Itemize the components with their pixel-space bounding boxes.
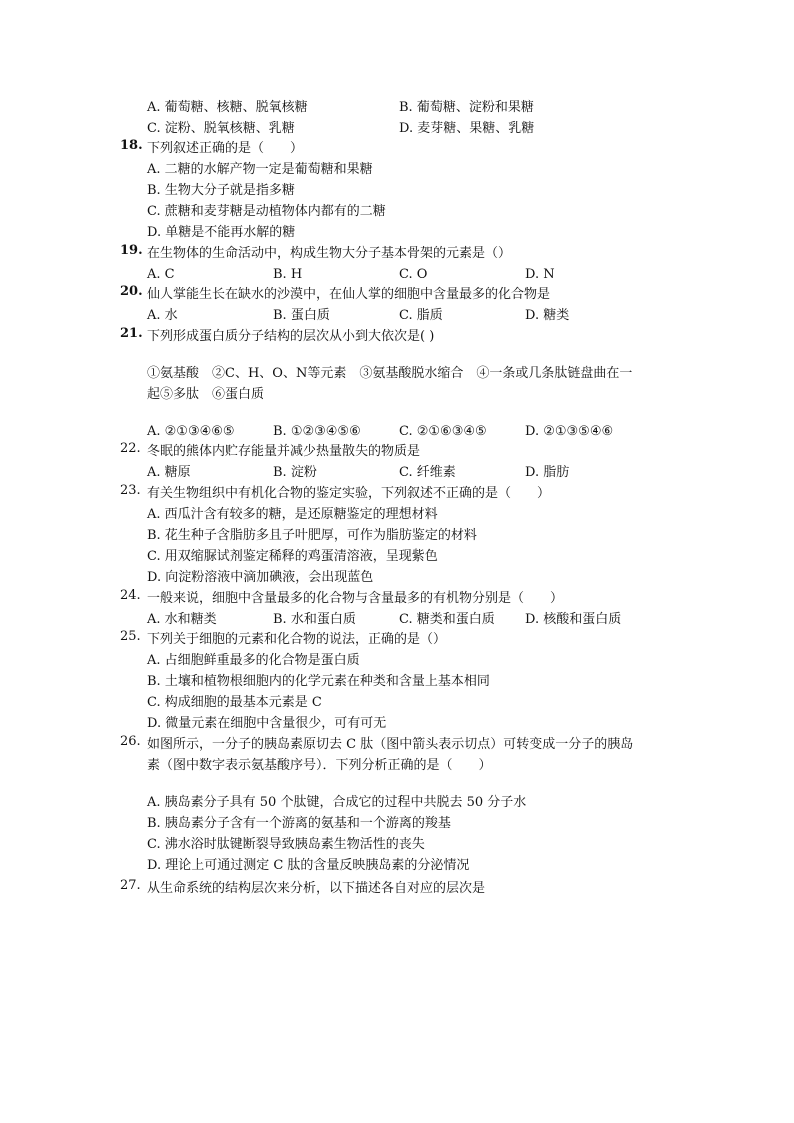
option-c: C. 淀粉、脱氧核糖、乳糖: [147, 121, 295, 136]
question-stem: 下列形成蛋白质分子结构的层次从小到大依次是( ): [147, 329, 435, 344]
question-number: 18.: [120, 138, 143, 153]
question-17: [120, 97, 680, 139]
question-19: [120, 243, 680, 285]
option-c: C. O: [399, 267, 428, 282]
question-stem: 下列关于细胞的元素和化合物的说法，正确的是（）: [147, 632, 447, 647]
option-d: D. 糖类: [525, 308, 570, 323]
question-number: 25.: [120, 629, 141, 644]
question-21: [120, 326, 680, 442]
option-b: B. H: [273, 267, 303, 282]
question-number: 24.: [120, 588, 141, 603]
option-a: A. 西瓜汁含有较多的糖，是还原糖鉴定的理想材料: [147, 507, 438, 522]
option-b: B. ①②③④⑤⑥: [273, 424, 361, 439]
question-stem: 冬眠的熊体内贮存能量并减少热量散失的物质是: [147, 444, 421, 459]
question-stem: 仙人掌能生长在缺水的沙漠中，在仙人掌的细胞中含量最多的化合物是: [147, 287, 551, 302]
option-c: C. 构成细胞的最基本元素是 C: [147, 695, 322, 710]
option-b: B. 蛋白质: [273, 308, 330, 323]
option-d: D. 理论上可通过测定 C 肽的含量反映胰岛素的分泌情况: [147, 858, 470, 873]
question-number: 23.: [120, 483, 141, 498]
question-number: 27.: [120, 878, 141, 893]
option-c: C. 脂质: [399, 308, 443, 323]
question-stem: 有关生物组织中有机化合物的鉴定实验，下列叙述不正确的是（ ）: [147, 486, 551, 501]
option-d: D. N: [525, 267, 555, 282]
option-a: A. 占细胞鲜重最多的化合物是蛋白质: [147, 653, 360, 668]
question-number: 22.: [120, 441, 141, 456]
question-stem-line-2: 素（图中数字表示氨基酸序号）．下列分析正确的是（ ）: [147, 758, 492, 773]
option-d: D. 微量元素在细胞中含量很少，可有可无: [147, 716, 387, 731]
items-line-1: ①氨基酸 ②C、H、O、N等元素 ③氨基酸脱水缩合 ④一条或几条肽链盘曲在一: [147, 366, 633, 381]
question-22: [120, 441, 680, 483]
option-d: D. 脂肪: [525, 465, 570, 480]
option-b: B. 生物大分子就是指多糖: [147, 183, 295, 198]
option-a: A. 水和糖类: [147, 612, 217, 627]
option-c: C. 糖类和蛋白质: [399, 612, 495, 627]
option-d: D. 麦芽糖、果糖、乳糖: [399, 121, 535, 136]
question-number: 26.: [120, 734, 141, 749]
question-stem: 下列叙述正确的是（ ）: [147, 141, 304, 156]
question-24: [120, 588, 680, 630]
option-c: C. ②①⑥③④⑤: [399, 424, 487, 439]
option-d: D. 核酸和蛋白质: [525, 612, 622, 627]
option-a: A. ②①③④⑥⑤: [147, 424, 235, 439]
question-stem: 一般来说，细胞中含量最多的化合物与含量最多的有机物分别是（ ）: [147, 591, 564, 606]
options-row: [147, 97, 680, 118]
option-b: B. 水和蛋白质: [273, 612, 356, 627]
question-20: [120, 284, 680, 326]
question-stem: 在生物体的生命活动中，构成生物大分子基本骨架的元素是（）: [147, 246, 512, 261]
question-23: [120, 483, 680, 588]
option-b: B. 葡萄糖、淀粉和果糖: [399, 100, 534, 115]
options-row: [147, 264, 680, 285]
option-b: B. 淀粉: [273, 465, 317, 480]
items-line-2: 起⑤多肽 ⑥蛋白质: [147, 387, 265, 402]
option-a: A. 糖原: [147, 465, 191, 480]
options-row: [147, 118, 680, 139]
option-d: D. 单糖是不能再水解的糖: [147, 225, 296, 240]
option-b: B. 花生种子含脂肪多且子叶肥厚，可作为脂肪鉴定的材料: [147, 528, 477, 543]
option-a: A. 二糖的水解产物一定是葡萄糖和果糖: [147, 162, 373, 177]
options-row: [147, 462, 680, 483]
option-a: A. C: [147, 267, 175, 282]
option-c: C. 蔗糖和麦芽糖是动植物体内都有的二糖: [147, 204, 386, 219]
spacer: [120, 776, 680, 792]
question-18: [120, 138, 680, 243]
option-d: D. 向淀粉溶液中滴加碘液，会出现蓝色: [147, 570, 374, 585]
spacer: [120, 347, 680, 363]
question-number: 19.: [120, 243, 143, 258]
question-27: [120, 878, 680, 899]
question-25: [120, 629, 680, 734]
options-row: [147, 609, 680, 630]
options-row: [147, 305, 680, 326]
question-26: [120, 734, 680, 876]
option-a: A. 葡萄糖、核糖、脱氧核糖: [147, 100, 308, 115]
question-stem: 从生命系统的结构层次来分析，以下描述各自对应的层次是: [147, 881, 486, 896]
option-d: D. ②①③⑤④⑥: [525, 424, 614, 439]
option-b: B. 胰岛素分子含有一个游离的氨基和一个游离的羧基: [147, 816, 451, 831]
options-row: [147, 421, 680, 442]
option-c: C. 沸水浴时肽键断裂导致胰岛素生物活性的丧失: [147, 837, 425, 852]
question-stem-line-1: 如图所示，一分子的胰岛素原切去 C 肽（图中箭头表示切点）可转变成一分子的胰岛: [147, 737, 634, 752]
option-a: A. 胰岛素分子具有 50 个肽键，合成它的过程中共脱去 50 分子水: [147, 795, 527, 810]
option-a: A. 水: [147, 308, 178, 323]
question-number: 20.: [120, 284, 143, 299]
option-c: C. 用双缩脲试剂鉴定稀释的鸡蛋清溶液，呈现紫色: [147, 549, 438, 564]
option-b: B. 土壤和植物根细胞内的化学元素在种类和含量上基本相同: [147, 674, 490, 689]
question-number: 21.: [120, 326, 143, 341]
option-c: C. 纤维素: [399, 465, 456, 480]
spacer: [120, 405, 680, 421]
